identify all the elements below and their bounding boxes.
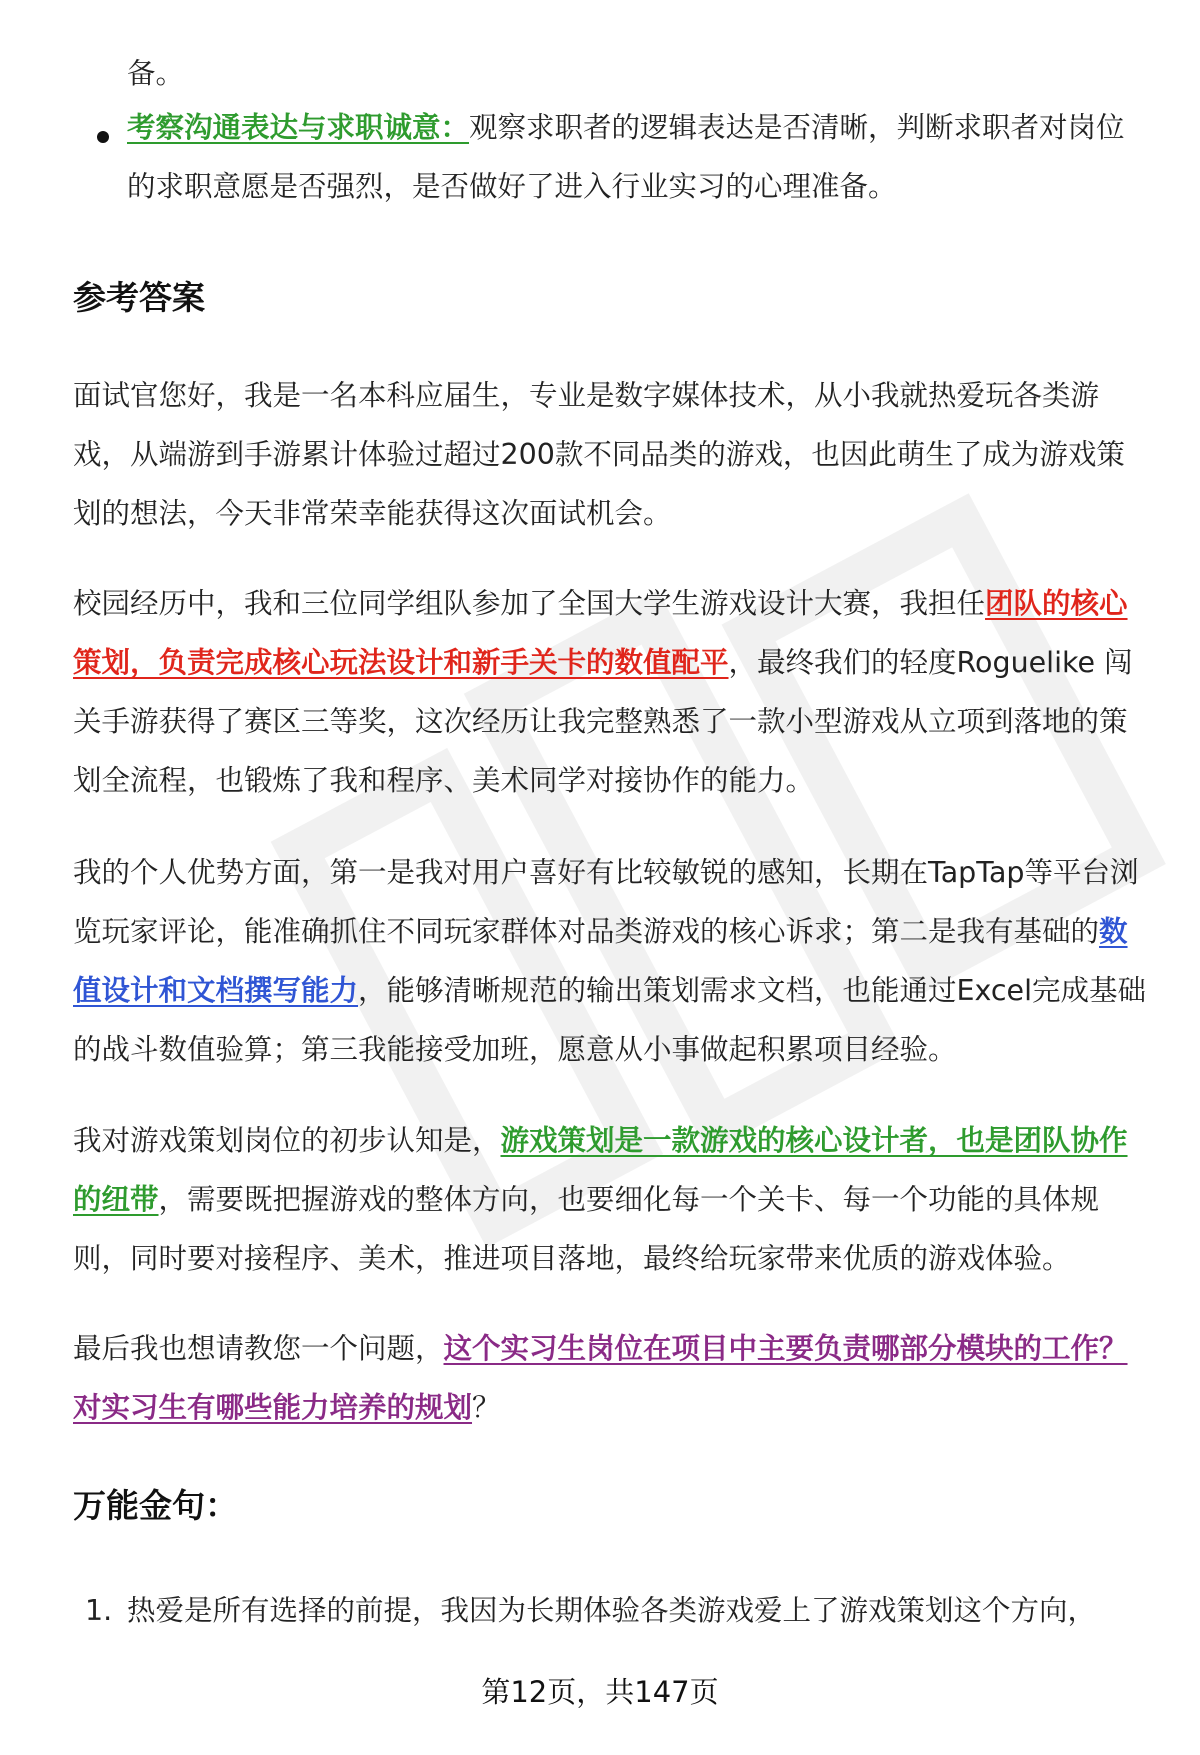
p3-text-post: ，能够清晰规范的输出策划需求文档，也能通过Excel完成基础的战斗数值验算；第三我能接受加班，愿意从小事做起积累项目经验。 xyxy=(73,974,1147,1066)
p2-text-post: ，最终我们的轻度Roguelike 闯关手游获得了赛区三等奖，这次经历让我完整熟悉了一款小型游戏从立项到落地的策划全流程，也锻炼了我和程序、美术同学对接协作的能力。 xyxy=(73,646,1133,797)
answer-paragraph-3 xyxy=(73,843,1148,1079)
bullet-dot-icon xyxy=(97,131,109,143)
list-item-1: 热爱是所有选择的前提，我因为长期体验各类游戏爱上了游戏策划这个方向， xyxy=(127,1594,1097,1627)
p5-text-pre: 最后我也想请教您一个问题， xyxy=(73,1332,444,1365)
p5-text-post: ？ xyxy=(472,1391,501,1424)
p4-highlight: 游戏策划是一款游戏的核心设计者，也是团队协作的纽带 xyxy=(73,1124,1128,1216)
p5-highlight: 这个实习生岗位在项目中主要负责哪部分模块的工作？对实习生有哪些能力培养的规划 xyxy=(73,1332,1128,1424)
p4-text-pre: 我对游戏策划岗位的初步认知是， xyxy=(73,1124,501,1157)
answer-paragraph-1: 面试官您好，我是一名本科应届生，专业是数字媒体技术，从小我就热爱玩各类游戏，从端游到手游累计体验过超过200款不同品类的游戏，也因此萌生了成为游戏策划的想法，今天非常荣幸能获得这次面试机会。 xyxy=(73,379,1125,530)
page-footer: 第12页，共147页 xyxy=(481,1675,719,1709)
answer-paragraph-2 xyxy=(73,574,1148,810)
p3-highlight: 数值设计和文档撰写能力 xyxy=(73,915,1128,1007)
golden-sentence-heading: 万能金句： xyxy=(73,1486,238,1525)
bullet-item xyxy=(127,98,1148,216)
list-number: 1. xyxy=(85,1594,113,1627)
bullet-body: 观察求职者的逻辑表达是否清晰，判断求职者对岗位的求职意愿是否强烈，是否做好了进入行业实习的心理准备。 xyxy=(127,111,1125,203)
p2-text-pre: 校园经历中，我和三位同学组队参加了全国大学生游戏设计大赛，我担任 xyxy=(73,587,986,620)
bullet-title: 考察沟通表达与求职诚意： xyxy=(127,111,470,144)
answer-paragraph-5 xyxy=(73,1319,1148,1437)
p3-text-pre: 我的个人优势方面，第一是我对用户喜好有比较敏锐的感知，长期在TapTap等平台浏览玩家评论，能准确抓住不同玩家群体对品类游戏的核心诉求；第二是我有基础的 xyxy=(73,856,1139,948)
answer-heading: 参考答案 xyxy=(73,278,205,317)
p4-text-post: ，需要既把握游戏的整体方向，也要细化每一个关卡、每一个功能的具体规则，同时要对接程序、美术，推进项目落地，最终给玩家带来优质的游戏体验。 xyxy=(73,1183,1100,1275)
intro-continuation: 备。 xyxy=(127,57,185,90)
p2-highlight: 团队的核心策划，负责完成核心玩法设计和新手关卡的数值配平 xyxy=(73,587,1128,679)
answer-paragraph-4 xyxy=(73,1111,1148,1288)
